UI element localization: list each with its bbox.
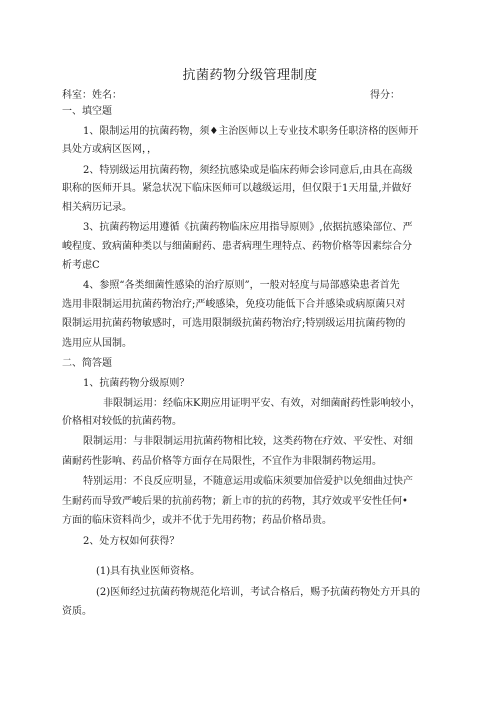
section-heading-fill-in: 一、填空题 xyxy=(62,106,112,117)
paragraph-line: 选用应从国制。 xyxy=(62,338,132,349)
document-title: 抗菌药物分级管理制度 xyxy=(182,68,318,83)
paragraph-line: 职称的医师开具。紧急状况下临床医师可以越级运用，但仅限于1天用量,并做好 xyxy=(62,183,412,194)
answer-line: 非限制运用：经临床K期应用证明平安、有效，对细菌耐药性影响较小， xyxy=(103,398,421,409)
paragraph-line: 峻程度、致病菌种类以与细菌耐药、患者病理生理特点、药物价格等因素综合分 xyxy=(62,241,412,252)
dept-name-label: 科室：姓名： xyxy=(62,90,122,101)
answer-line: (1)具有执业医师资格。 xyxy=(96,566,201,577)
paragraph-line: 析考虑C xyxy=(62,260,100,271)
answer-line: 生耐药而导致严峻后果的抗前药物；新上市的抗的药物，其疗效或平安性任何• xyxy=(62,496,408,507)
answer-line: 菌耐药性影响、药品价格等方面存在局限性，不宜作为非限制药物运用。 xyxy=(62,456,382,467)
paragraph-line: 相关病历记录。 xyxy=(62,202,132,213)
score-label: 得分： xyxy=(370,90,400,101)
answer-line: 方面的临床资料尚少，或并不优于先用药物；药品价格昂贵。 xyxy=(62,515,332,526)
section-heading-short-answer: 二、简答题 xyxy=(62,358,112,369)
answer-line: 资质。 xyxy=(62,606,92,617)
paragraph-line: 选用非限制运用抗菌药物治疗;严峻感染，免疫功能低下合并感染或病原菌只对 xyxy=(62,299,406,310)
question-line: 1、抗菌药物分级原则？ xyxy=(83,378,190,389)
answer-line: 特别运用：不良反应明显，不随意运用或临床须要加倍爱护以免细曲过快产 xyxy=(83,476,413,487)
paragraph-line: 2、特别级运用抗菌药物，须经抗感染或是临床药师会诊同意后,由具在高级 xyxy=(83,165,413,176)
answer-line: 限制运用：与非限制运用抗菌药物相比较，这类药物在疗效、平安性、对细 xyxy=(83,436,413,447)
answer-line: 价格相对较低的抗菌药物。 xyxy=(62,416,182,427)
paragraph-line: 具处方或病区医网，， xyxy=(62,144,157,155)
question-line: 2、处方权如何获得？ xyxy=(83,536,180,547)
paragraph-line: 4、参照“各类细菌性感染的治疗原则”，一般对轻度与局部感染患者首先 xyxy=(83,280,400,291)
paragraph-line: 3、抗菌药物运用遵循《抗菌药物临床应用指导原则》,依据抗感染部位、严 xyxy=(83,222,413,233)
paragraph-line: 1、限制运用的抗菌药物，须♦主治医师以上专业技术职务任职济格的医师开 xyxy=(83,126,419,137)
paragraph-line: 限制运用抗菌药物敏感时，可选用限制级抗菌药物治疗;特别级运用抗菌药物的 xyxy=(62,318,406,329)
header-row xyxy=(62,86,400,101)
answer-line: (2)医师经过抗菌药物规范化培训，考试合格后，赐予抗菌药物处方开具的 xyxy=(96,587,421,598)
